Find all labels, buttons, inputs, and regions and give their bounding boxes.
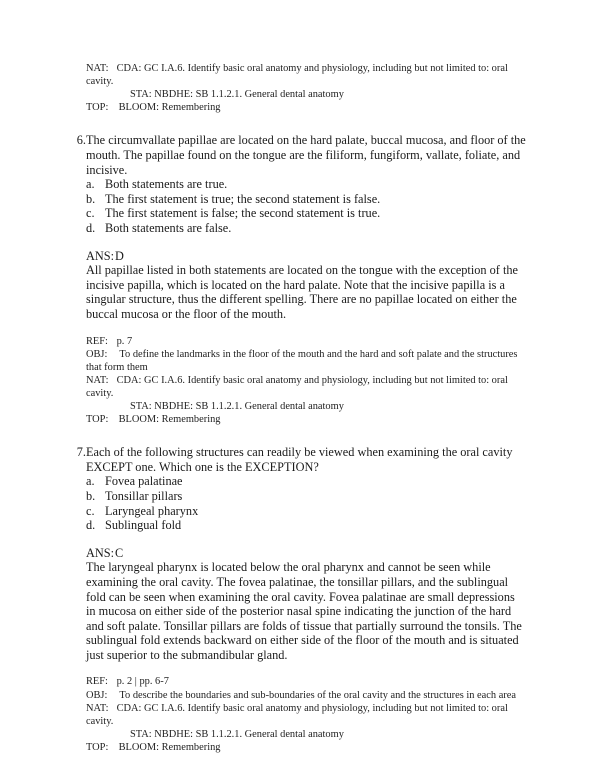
page-content [70,62,526,754]
answer-rationale: All papillae listed in both statements are located on the tongue with the exception of the incisive papilla, which is located on the hard palate. Note that the incisive papilla is a singular structure, thus the different spelling. There are no papillae located on either the buccal mucosa or the floor of the mouth. [86,263,518,321]
question-stem: The circumvallate papillae are located on the hard palate, buccal mucosa, and floor of the mouth. The papillae found on the tongue are the filiform, fungiform, vallate, foliate, and incisive. [86,133,526,177]
answer-value: C [115,545,124,560]
answer-key-label: ANS: [86,545,115,560]
metadata-nat-value: CDA: GC I.A.6. Identify basic oral anatomy and physiology, including but not limited to: oral cavity. [86,702,508,727]
metadata-top-value: BLOOM: Remembering [118,741,221,753]
metadata-sta-key: STA: [130,89,152,101]
metadata-ref-line [86,675,518,688]
metadata-ref-value: p. 7 [116,335,133,347]
metadata-top-key: TOP: [86,102,109,114]
option-a[interactable] [86,474,518,489]
spacer [70,662,518,675]
option-d[interactable] [86,221,518,236]
metadata-nat-value: CDA: GC I.A.6. Identify basic oral anatomy and physiology, including but not limited to: oral cavity. [86,63,508,88]
option-text: The first statement is false; the second statement is true. [105,206,381,221]
metadata-nat-value: CDA: GC I.A.6. Identify basic oral anatomy and physiology, including but not limited to: oral cavity. [86,374,508,399]
option-text: Both statements are false. [105,220,232,235]
option-text: Sublingual fold [105,518,182,533]
answer-block [86,546,524,663]
top-metadata-block [86,62,518,114]
metadata-obj-line [86,348,518,374]
metadata-sta-key: STA: [130,728,152,740]
metadata-sta-line [86,728,518,741]
question-options [86,474,518,532]
answer-value: D [115,248,124,263]
metadata-sta-value: NBDHE: SB 1.1.2.1. General dental anatomy [154,89,344,101]
metadata-sta-line [86,88,518,101]
metadata-ref-line [86,335,518,348]
answer-line [86,249,524,264]
metadata-sta-line [86,400,518,413]
option-b[interactable] [86,489,518,504]
metadata-top-line [86,101,518,114]
question-number: 6. [76,133,86,148]
spacer [70,236,518,249]
metadata-obj-value: To describe the boundaries and sub-boundaries of the oral cavity and the structures in each area [119,689,516,701]
option-c[interactable] [86,504,518,519]
option-letter: c. [86,206,95,221]
metadata-ref-key: REF: [86,676,108,688]
answer-key-label: ANS: [86,248,115,263]
option-text: Tonsillar pillars [105,488,183,503]
option-text: Both statements are true. [105,177,228,192]
option-b[interactable] [86,192,518,207]
answer-rationale: The laryngeal pharynx is located below the oral pharynx and cannot be seen while examining the oral cavity. The fovea palatinae, the tonsillar pillars, and the sublingual fold can be seen when examining the oral cavity. Fovea palatinae are small depressions in mucosa on either side of the posterior nasal spine indicating the junction of the hard and soft palate. Tonsillar pillars are folds of tissue that partially surround the tonsils. The sublingual fold extends backward on either side of the floor of the mouth and is situated just superior to the submandibular gland. [86,560,522,662]
option-a[interactable] [86,177,518,192]
spacer [70,533,518,546]
metadata-obj-value: To define the landmarks in the floor of the mouth and the hard and soft palate and the structures that form them [86,348,518,373]
metadata-obj-key: OBJ: [86,348,108,360]
answer-block [86,249,524,322]
metadata-ref-key: REF: [86,335,108,347]
option-letter: d. [86,518,96,533]
option-text: Fovea palatinae [105,474,183,489]
metadata-nat-key: NAT: [86,374,109,386]
metadata-nat-key: NAT: [86,702,109,714]
metadata-nat-line [86,374,518,400]
option-letter: a. [86,474,95,489]
metadata-sta-key: STA: [130,400,152,412]
spacer [70,114,518,133]
question-metadata-block [86,335,518,427]
option-letter: a. [86,177,95,192]
option-letter: c. [86,503,95,518]
metadata-ref-value: p. 2 | pp. 6-7 [116,676,169,688]
question-block [70,133,526,235]
question-number: 7. [76,445,86,460]
spacer [70,426,518,445]
metadata-nat-line [86,702,518,728]
question-block [70,445,518,533]
option-c[interactable] [86,206,518,221]
option-letter: b. [86,191,96,206]
option-d[interactable] [86,518,518,533]
metadata-top-line [86,413,518,426]
metadata-top-key: TOP: [86,414,109,426]
question-options [86,177,518,235]
option-letter: d. [86,220,96,235]
metadata-nat-key: NAT: [86,63,109,74]
option-letter: b. [86,488,96,503]
metadata-obj-line [86,689,518,702]
question-stem: Each of the following structures can readily be viewed when examining the oral cavity EXCEPT one. Which one is the EXCEPTION? [86,445,513,474]
metadata-top-key: TOP: [86,741,109,753]
question-metadata-block [86,675,518,754]
option-text: Laryngeal pharynx [105,503,199,518]
metadata-sta-value: NBDHE: SB 1.1.2.1. General dental anatomy [154,728,344,740]
metadata-nat-line [86,62,518,88]
metadata-top-value: BLOOM: Remembering [118,102,221,114]
metadata-top-value: BLOOM: Remembering [118,414,221,426]
metadata-top-line [86,741,518,754]
metadata-sta-value: NBDHE: SB 1.1.2.1. General dental anatomy [154,400,344,412]
answer-line [86,546,524,561]
option-text: The first statement is true; the second statement is false. [105,191,381,206]
metadata-obj-key: OBJ: [86,689,108,701]
spacer [70,322,518,335]
